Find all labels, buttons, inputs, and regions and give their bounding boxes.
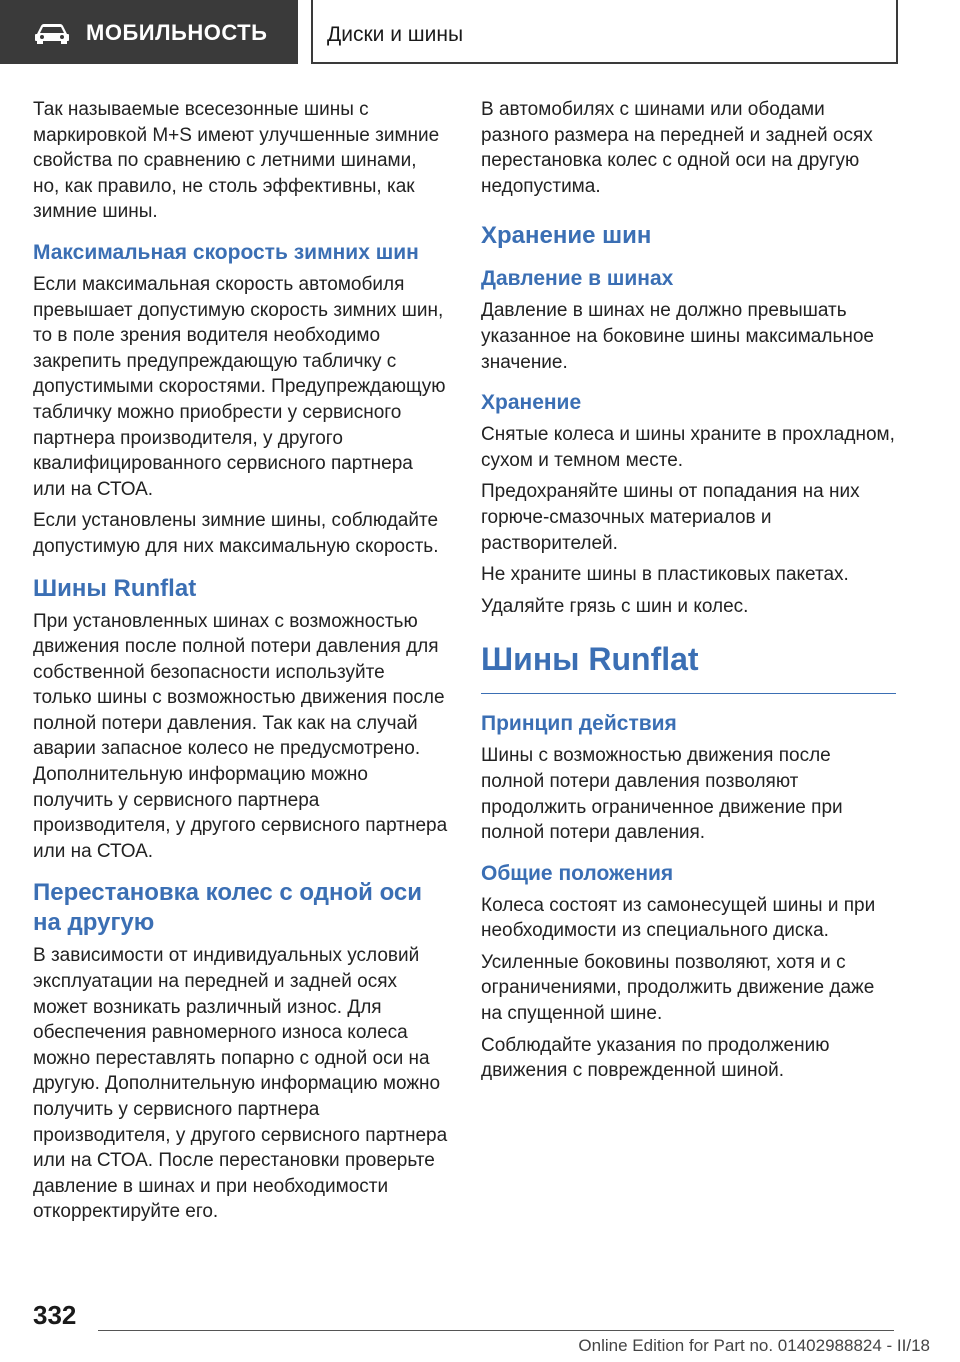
- paragraph: Шины с возможностью движения после полной потери давления позволяют продолжить ограниченное движение при полной потери давления.: [481, 745, 843, 844]
- paragraph: Снятые колеса и шины храните в прохладном, сухом и темном месте.: [481, 424, 895, 471]
- car-icon: [34, 22, 70, 44]
- heading-tire-storage: Хранение шин: [481, 222, 652, 250]
- chapter-title: Диски и шины: [327, 23, 464, 46]
- paragraph: Колеса состоят из самонесущей шины и при необходимости из специального диска.: [481, 894, 876, 942]
- paragraph: Так называемые всесезонные шины с маркировкой M+S имеют улучшенные зимние свойства по сравнению с летними шинами, но, как правило, не столь эффективны, как зимние шины.: [33, 99, 440, 223]
- paragraph: Давление в шинах не должно превышать указанное на боковине шины максимальное значение.: [481, 300, 874, 373]
- paragraph: Если установлены зимние шины, соблюдайте допустимую для них максимальную скорость.: [33, 510, 439, 557]
- heading-storage: Хранение: [481, 391, 582, 415]
- right-column: [481, 97, 896, 1090]
- paragraph: Соблюдайте указания по продолжению движения с поврежденной шиной.: [481, 1034, 830, 1082]
- paragraph: Не храните шины в пластиковых пакетах.: [481, 564, 849, 586]
- page-number: 332: [33, 1300, 77, 1330]
- left-column: [33, 97, 448, 1231]
- heading-max-speed: Максимальная скорость зимних шин: [33, 240, 419, 264]
- heading-principle: Принцип действия: [481, 712, 677, 736]
- page-header: [0, 0, 960, 66]
- edition-text: Online Edition for Part no. 01402988824 - II/18: [578, 1336, 930, 1355]
- heading-general: Общие положения: [481, 861, 674, 885]
- paragraph: В автомобилях с шинами или ободами разного размера на передней и задней осях перестановка колес с одной оси на другую недопустима.: [481, 99, 873, 197]
- paragraph: При установленных шинах с возможностью движения после полной потери давления для собственной безопасности используйте только шины с возможностью движения после полной потери давления. Так как на случай аварии запасное колесо не предусмотрено. Дополнительную информацию можно получить у сервисного партнера производителя, у другого сервисного партнера или на СТОА.: [33, 610, 448, 862]
- paragraph: Усиленные боковины позволяют, хотя и с ограничениями, продолжить движение даже на спущенной шине.: [481, 951, 875, 1025]
- paragraph: Удаляйте грязь с шин и колес.: [481, 595, 749, 617]
- chapter-heading-runflat: Шины Runflat: [481, 637, 896, 694]
- heading-wheel-rotation: Перестановка колес с одной оси на другую: [33, 879, 423, 937]
- paragraph: Если максимальная скорость автомобиля превышает допустимую скорость зимних шин, то в поле зрения водителя необходимо закрепить предупреждающую табличку с допустимыми скоростями. Предупреждающую табличку можно приобрести у сервисного партнера производителя, у другого квалифицированного сервисного партнера или на СТОА.: [33, 273, 446, 500]
- paragraph: В зависимости от индивидуальных условий эксплуатации на передней и задней осях может возникать различный износ. Для обеспечения равномерного износа колеса можно переставлять попарно с одной оси на другую. Дополнительную информацию можно получить у сервисного партнера производителя, у другого сервисного партнера или на СТОА. После перестановки проверьте давление в шинах и при необходимости откорректируйте его.: [33, 945, 448, 1223]
- paragraph: Предохраняйте шины от попадания на них горюче-смазочных материалов и растворителей.: [481, 481, 860, 554]
- heading-runflat-tires: Шины Runflat: [33, 574, 197, 602]
- footer-divider: [98, 1330, 894, 1331]
- section-title: МОБИЛЬНОСТЬ: [86, 20, 268, 45]
- heading-tire-pressure: Давление в шинах: [481, 267, 674, 291]
- chapter-box: [311, 0, 898, 64]
- section-tab: [0, 0, 298, 64]
